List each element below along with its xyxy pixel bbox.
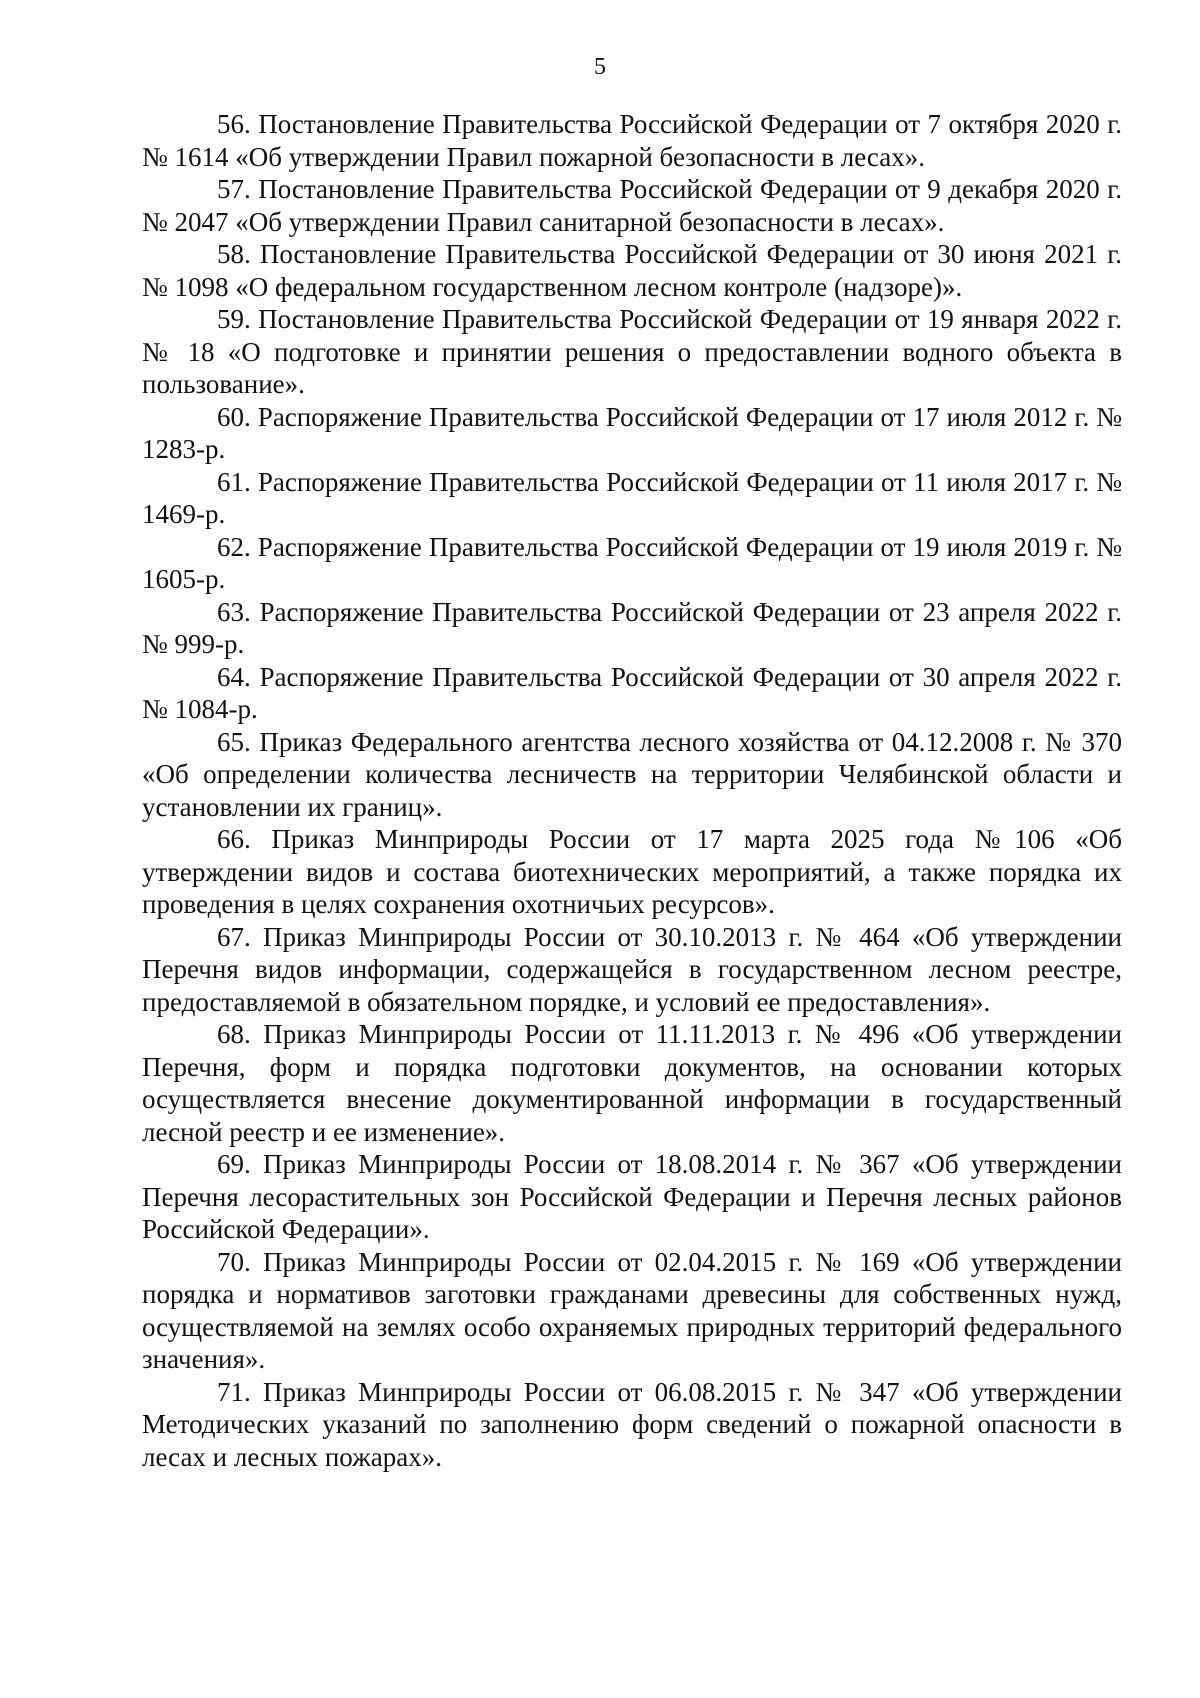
list-item [142,1148,1122,1246]
item-number: 69. [217,1149,251,1179]
item-number: 68. [217,1019,251,1049]
list-item [142,401,1122,466]
item-text: Распоряжение Правительства Российской Федерации от 23 апреля 2022 г. № 999-р. [142,596,1122,659]
item-text: Приказ Минприроды России от 18.08.2014 г. № 367 «Об утверждении Перечня лесорастительных зон Российской Федерации и Перечня лесных районов Российской Федерации». [142,1149,1122,1244]
list-item [142,661,1122,726]
list-item [142,823,1122,921]
list-item [142,303,1122,401]
list-item [142,1018,1122,1148]
list-item [142,238,1122,303]
item-number: 64. [217,661,251,692]
list-item [142,921,1122,1019]
item-text: Распоряжение Правительства Российской Федерации от 17 июля 2012 г. № 1283-р. [142,401,1123,464]
item-number: 71. [217,1376,251,1407]
item-text: Приказ Минприроды России от 02.04.2015 г. № 169 «Об утверждении порядка и нормативов заготовки гражданами древесины для собственных нужд, осуществляемой на землях особо охраняемых природных территорий федерального значения». [142,1246,1122,1374]
list-item [142,466,1122,531]
list-item [142,1246,1122,1376]
item-number: 59. [217,304,251,334]
list-item [142,596,1122,661]
item-number: 70. [217,1246,251,1277]
item-number: 66. [217,824,251,854]
item-text: Приказ Минприроды России от 30.10.2013 г. № 464 «Об утверждении Перечня видов информации, содержащейся в государственном лесном реестре, предоставляемой в обязательном порядке, и условий ее предоставления». [142,921,1122,1017]
list-item [142,173,1122,238]
document-body [142,108,1122,1473]
item-text: Приказ Минприроды России от 11.11.2013 г. № 496 «Об утверждении Перечня, форм и порядка подготовки документов, на основании которых осуществляется внесение документированной информации в государственный лесной реестр и ее изменение». [142,1019,1123,1147]
item-text: Приказ Минприроды России от 17 марта 2025 года №106 «Об утверждении видов и состава биотехнических мероприятий, а также порядка их проведения в целях сохранения охотничьих ресурсов». [142,824,1122,919]
item-number: 56. [217,109,251,139]
list-item [142,726,1122,824]
item-text: Распоряжение Правительства Российской Федерации от 19 июля 2019 г. № 1605-р. [142,531,1123,594]
page-number: 5 [594,54,606,80]
item-text: Приказ Федерального агентства лесного хозяйства от 04.12.2008 г. № 370 «Об определении количества лесничеств на территории Челябинской области и установлении их границ». [142,726,1123,822]
item-number: 67. [217,921,251,952]
item-text: Постановление Правительства Российской Федерации от 7 октября 2020 г. № 1614 «Об утверждении Правил пожарной безопасности в лесах». [142,109,1123,172]
item-number: 57. [217,174,251,204]
item-number: 63. [217,596,251,627]
item-number: 65. [217,726,251,757]
list-item [142,108,1122,173]
item-text: Распоряжение Правительства Российской Федерации от 11 июля 2017 г. № 1469-р. [142,466,1123,529]
item-number: 60. [217,401,251,432]
item-number: 62. [217,531,251,562]
list-item [142,531,1122,596]
item-text: Распоряжение Правительства Российской Федерации от 30 апреля 2022 г. № 1084-р. [142,661,1122,724]
item-text: Постановление Правительства Российской Федерации от 30 июня 2021 г. № 1098 «О федеральном государственном лесном контроле (надзоре)». [142,239,1122,302]
item-text: Постановление Правительства Российской Федерации от 9 декабря 2020 г. № 2047 «Об утверждении Правил санитарной безопасности в лесах». [142,174,1122,237]
item-number: 58. [217,239,251,269]
item-number: 61. [217,466,251,497]
list-item [142,1376,1122,1474]
item-text: Приказ Минприроды России от 06.08.2015 г. № 347 «Об утверждении Методических указаний по заполнению форм сведений о пожарной опасности в лесах и лесных пожарах». [142,1376,1122,1472]
item-text: Постановление Правительства Российской Федерации от 19 января 2022 г. № 18 «О подготовке и принятии решения о предоставлении водного объекта в пользование». [142,304,1123,399]
